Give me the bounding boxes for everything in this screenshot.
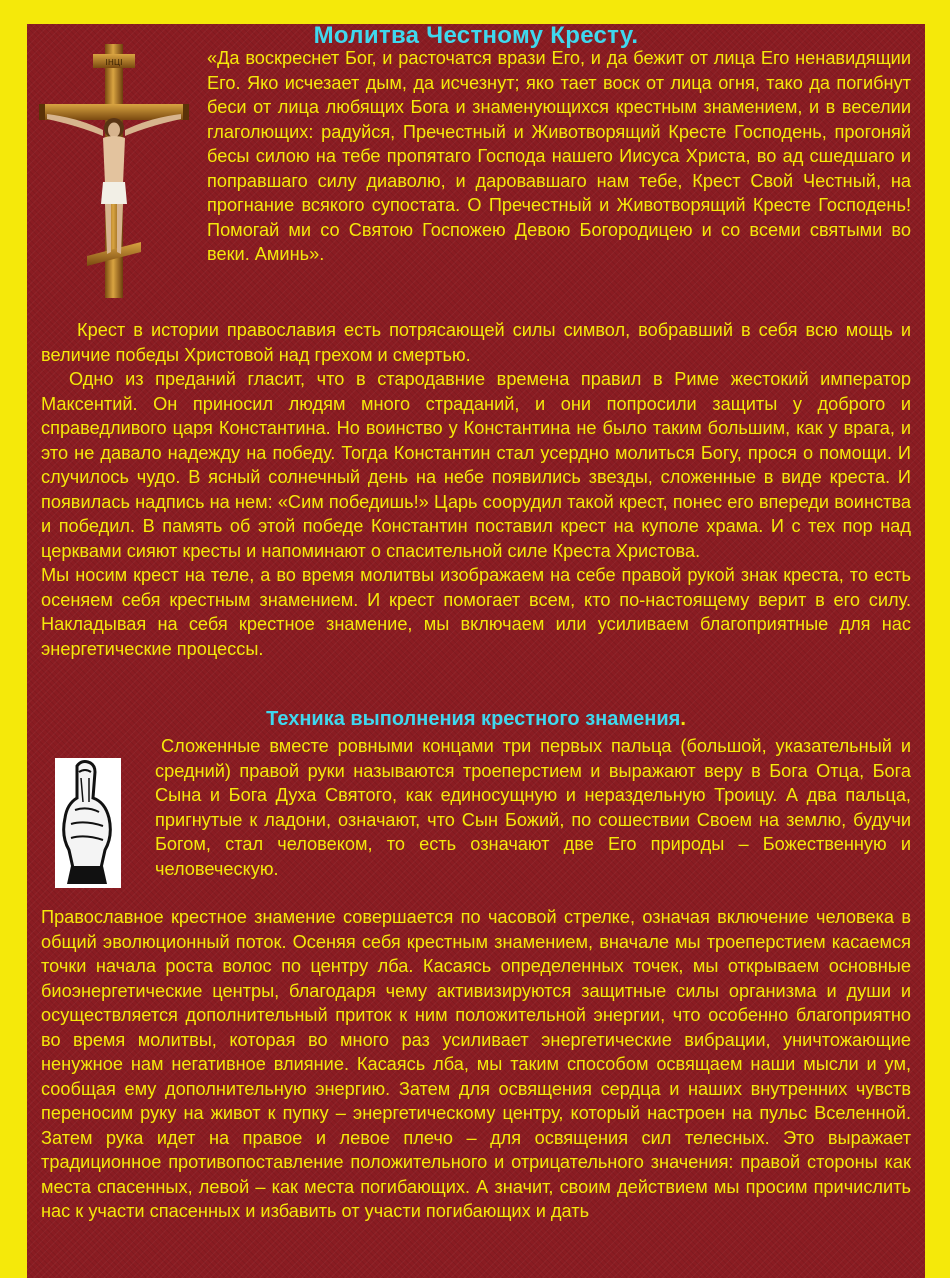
section-heading-dot: . (680, 708, 686, 730)
history-paragraph: Мы носим крест на теле, а во время молитвы изображаем на себе правой рукой знак креста, то есть осеняем себя крестным знамением. И крест помогает всем, кто по-настоящему верит в его силу. Накладывая на себя крестное знамение, мы включаем или усиливаем благоприятные для нас энергетические процессы. (41, 565, 911, 659)
technique-paragraph: Сложенные вместе ровными концами три первых пальца (большой, указательный и средний) правой руки называются троеперстием и выражают веру в Бога Отца, Бога Сына и Бога Духа Святого, как единосущную и нераздельную Троицу. А два пальца, пригнутые к ладони, означают, что Сын Божий, по сошествии Своем на землю, будучи Богом, стал человеком, то есть означают две Его природы – Божественную и человеческую. (155, 736, 911, 879)
crucifix-image (39, 44, 189, 298)
section-heading-text: Техника выполнения крестного знамения (266, 708, 681, 730)
section-heading (27, 708, 925, 731)
history-paragraph: Одно из преданий гласит, что в стародавние времена правил в Риме жестокий император Максентий. Он приносил людям много страданий, и они попросили защиты у доброго и справедливого царя Константина. Но воинство у Константина не было таким большим, как у врага, и это не давало надежду на победу. Тогда Константин стал усердно молиться Богу, прося о помощи. И случилось чудо. В ясный солнечный день на небе появились звезды, сложенные в виде креста. И появилась надпись на нем: «Сим победишь!» Царь соорудил такой крест, понес его впереди воинства и победил. В память об этой победе Константин поставил крест на куполе храма. И с тех пор над церквами сияют кресты и напоминают о спасительной силе Креста Христова. (41, 369, 911, 561)
technique-paragraph: Православное крестное знамение совершается по часовой стрелке, означая включение человека в общий эволюционный поток. Осеняя себя крестным знамением, вначале мы троеперстием касаемся точки начала роста волос по центру лба. Касаясь определенных точек, мы открываем основные биоэнергетические центры, благодаря чему активизируются защитные силы организма и души и осуществляется дополнительный приток к ним положительной энергии, что особенно благоприятно во время молитвы, которая во много раз усиливает энергетические вибрации, уничтожающие ненужное нам негативное влияние. Касаясь лба, мы таким способом освящаем наши мысли и ум, сообщая ему дополнительную энергию. Затем для освящения сердца и наших внутренних чувств переносим руку на живот к пупку – энергетическому центру, который настроен на пульс Вселенной. Затем рука идет на правое и левое плечо – для освящения сил телесных. Это выражает традиционное противопоставление положительного и отрицательного значения: правой стороны как места спасенных, левой – как места погибающих. А значит, своим действием мы просим причислить нас к участи спасенных и избавить от участи погибающих и дать (41, 907, 911, 1221)
cross-inscription: IНЦI (105, 58, 123, 67)
content-panel (27, 24, 925, 1278)
prayer-text: «Да воскреснет Бог, и расточатся врази Его, и да бежит от лица Его ненавидящии Его. Яко исчезает дым, да исчезнут; яко тает воск от лица огня, тако да погибнут беси от лица любящих Бога и знаменующихся крестным знамением, и в веселии глаголющих: радуйся, Пречестный и Животворящий Кресте Господень, прогоняй бесы силою на тебе пропятаго Господа нашего Иисуса Христа, во ад сшедшаго и поправшаго силу диаволю, и даровавшаго нам тебе, Крест Свой Честный, на прогнание всякого супостата. О Пречестный и Животворящий Кресте Господень! Помогай ми со Святою Госпожею Девою Богородицею и со всеми святыми во веки. Аминь». (207, 48, 911, 264)
page-title: Молитва Честному Кресту. (313, 24, 639, 49)
hand-gesture-image (55, 758, 121, 888)
history-paragraph: Крест в истории православия есть потрясающей силы символ, вобравший в себя всю мощь и величие победы Христовой над грехом и смертью. (41, 320, 911, 365)
history-section (41, 318, 911, 661)
